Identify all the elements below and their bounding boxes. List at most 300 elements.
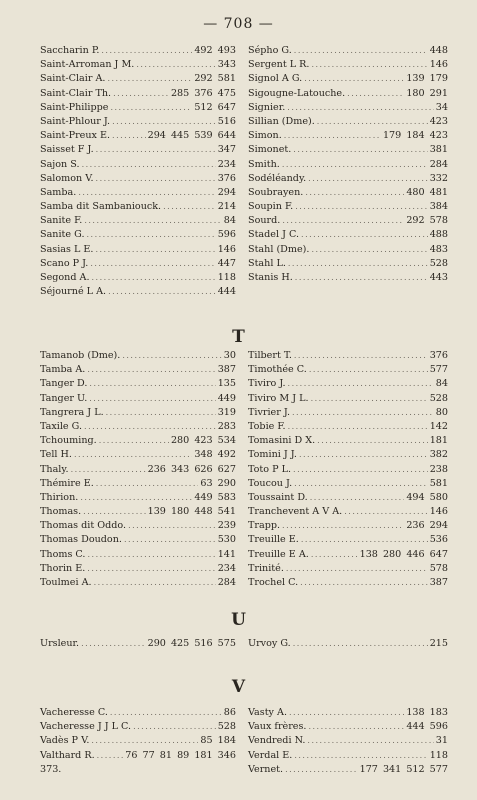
index-entry	[248, 548, 448, 562]
entry-pages: 516	[217, 115, 236, 127]
entry-name: Thorin E.	[40, 562, 86, 574]
entry-pages: 239	[217, 520, 236, 532]
leader-dots	[128, 519, 216, 533]
entry-name: Toucou J.	[248, 477, 293, 489]
entry-pages: 492 493	[194, 45, 236, 56]
leader-dots	[110, 706, 222, 720]
leader-dots	[295, 271, 428, 285]
entry-name: Taxile G.	[40, 420, 83, 432]
leader-dots	[71, 463, 146, 477]
entry-name: Tobie F.	[248, 420, 286, 432]
entry-pages: 294 445 539 644	[147, 130, 236, 142]
section-u-left-column	[40, 637, 236, 651]
index-entry	[248, 257, 448, 271]
leader-dots	[288, 377, 434, 391]
index-entry	[248, 101, 448, 115]
index-entry	[40, 576, 236, 590]
entry-name: Saint-Preux E.	[40, 130, 111, 142]
index-entry	[40, 72, 236, 86]
leader-dots	[96, 172, 216, 186]
entry-pages: 141	[217, 548, 236, 560]
leader-dots	[96, 143, 216, 157]
entry-name: Signol A G.	[248, 73, 303, 85]
leader-dots	[89, 377, 215, 391]
index-entry	[248, 58, 448, 72]
entry-name: Sanite G.	[40, 229, 85, 241]
entry-pages: 280 423 534	[170, 435, 236, 447]
index-entry	[40, 548, 236, 562]
index-entry	[248, 434, 448, 448]
entry-name: Ursleur.	[40, 638, 80, 649]
index-entry	[248, 44, 448, 58]
entry-name: Samba dit Sambaniouck.	[40, 201, 162, 213]
leader-dots	[305, 186, 404, 200]
index-entry	[40, 505, 236, 519]
index-entry	[40, 271, 236, 285]
leader-dots	[293, 143, 427, 157]
index-entry	[248, 271, 448, 285]
leader-dots	[344, 505, 427, 519]
leader-dots	[288, 420, 428, 434]
entry-pages: 480 481	[406, 186, 448, 198]
entry-pages: 84	[435, 378, 448, 390]
entry-pages: 234	[217, 158, 236, 170]
index-entry	[248, 158, 448, 172]
index-entry	[248, 363, 448, 377]
section-v-left-column	[40, 706, 236, 777]
entry-pages: 34	[435, 101, 448, 113]
leader-dots	[81, 637, 145, 651]
index-entry	[40, 720, 236, 734]
entry-pages: 85 184	[200, 735, 236, 747]
index-entry	[40, 115, 236, 129]
index-entry	[40, 477, 236, 491]
index-entry	[40, 749, 236, 763]
entry-name: Thirion.	[40, 491, 79, 503]
leader-dots	[294, 349, 428, 363]
entry-pages: 236 294	[406, 520, 448, 532]
index-entry	[40, 101, 236, 115]
entry-name: Saint-Phlour J.	[40, 115, 111, 127]
index-entry	[248, 420, 448, 434]
entry-pages: 284	[429, 158, 448, 170]
leader-dots	[294, 477, 428, 491]
leader-dots	[82, 158, 216, 172]
entry-pages: 381	[429, 144, 448, 156]
page-number: — 708 —	[203, 16, 274, 32]
index-entry	[40, 637, 236, 651]
entry-pages: 596	[217, 229, 236, 241]
entry-name: Sillian (Dme).	[248, 115, 315, 127]
entry-pages: 319	[217, 406, 236, 418]
entry-pages: 528	[429, 392, 448, 404]
leader-dots	[287, 101, 433, 115]
entry-name: Sasias L E.	[40, 243, 94, 255]
entry-name: Sodéléandy.	[248, 172, 307, 184]
index-entry	[248, 377, 448, 391]
leader-dots	[311, 392, 428, 406]
index-entry	[40, 44, 236, 58]
leader-dots	[87, 228, 216, 242]
leader-dots	[87, 363, 215, 377]
leader-dots	[293, 463, 428, 477]
entry-pages: 138 280 446 647	[359, 548, 448, 560]
entry-pages: 86	[223, 707, 236, 718]
index-entry	[248, 576, 448, 590]
entry-name: Stanis H.	[248, 272, 293, 283]
entry-name: Séjourné L A.	[40, 286, 107, 298]
entry-pages: 135	[217, 378, 236, 390]
entry-name: Toulmei A.	[40, 577, 92, 588]
entry-pages: 512 647	[194, 101, 236, 113]
leader-dots	[87, 562, 215, 576]
index-entry	[248, 519, 448, 533]
leader-dots	[288, 257, 428, 271]
leader-dots	[309, 363, 428, 377]
index-entry	[248, 448, 448, 462]
entry-name: Tranchevent A V A.	[248, 506, 343, 518]
entry-pages: 343	[217, 59, 236, 71]
entry-name: Thaly.	[40, 463, 69, 475]
entry-pages: 376	[429, 350, 448, 361]
entry-pages: 449	[217, 392, 236, 404]
index-entry	[248, 392, 448, 406]
leader-dots	[112, 129, 146, 143]
entry-name: Tanger U.	[40, 392, 88, 404]
entry-pages: 447	[217, 257, 236, 269]
entry-name: Sigougne-Latouche.	[248, 87, 346, 99]
entry-name: Tomasini D X.	[248, 435, 316, 447]
leader-dots	[78, 186, 215, 200]
index-entry	[248, 72, 448, 86]
entry-name: Sourd.	[248, 215, 281, 227]
index-entry	[248, 243, 448, 257]
entry-name: Saint-Arroman J M.	[40, 59, 135, 71]
leader-dots	[84, 214, 221, 228]
entry-name: Sépho G.	[248, 45, 292, 56]
leader-dots	[106, 406, 216, 420]
entry-pages: 528	[217, 721, 236, 733]
section-letter-t: T	[232, 327, 245, 347]
leader-dots	[300, 576, 428, 590]
section-s-right-column	[248, 44, 448, 285]
entry-name: Trapp.	[248, 520, 281, 532]
leader-dots	[107, 72, 192, 86]
leader-dots	[99, 434, 169, 448]
entry-name: Thomas dit Oddo.	[40, 520, 127, 532]
entry-name: Vacheresse C.	[40, 707, 108, 718]
index-entry	[40, 158, 236, 172]
entry-pages: 292 578	[406, 215, 448, 227]
entry-pages: 387	[217, 364, 236, 376]
leader-dots	[101, 44, 192, 58]
entry-name: Saint-Philippe	[40, 101, 109, 113]
index-entry	[40, 562, 236, 576]
entry-name: Saint-Clair Th.	[40, 87, 112, 99]
index-entry	[248, 87, 448, 101]
entry-pages: 236 343 626 627	[147, 463, 236, 475]
leader-dots	[317, 115, 428, 129]
entry-pages: 528	[429, 257, 448, 269]
entry-name: Saccharin P.	[40, 45, 100, 56]
index-entry	[40, 186, 236, 200]
entry-name: Treuille E.	[248, 534, 299, 546]
section-u-right-column	[248, 637, 448, 651]
index-entry	[248, 406, 448, 420]
entry-pages: 181	[429, 435, 448, 447]
leader-dots	[308, 720, 404, 734]
index-entry	[40, 406, 236, 420]
entry-pages: 80	[435, 406, 448, 418]
index-entry	[40, 349, 236, 363]
index-entry	[248, 186, 448, 200]
entry-pages: 449 583	[194, 491, 236, 503]
entry-name: Vasty A.	[248, 707, 287, 718]
leader-dots	[317, 434, 428, 448]
leader-dots	[92, 271, 216, 285]
index-entry	[248, 720, 448, 734]
leader-dots	[289, 706, 404, 720]
entry-pages: 76 77 81 89 181 346	[125, 749, 236, 761]
leader-dots	[282, 214, 404, 228]
index-entry	[40, 434, 236, 448]
leader-dots	[311, 58, 427, 72]
leader-dots	[95, 243, 215, 257]
index-entry	[248, 734, 448, 748]
entry-pages: 423	[429, 115, 448, 127]
entry-name: Toto P L.	[248, 463, 292, 475]
leader-dots	[292, 406, 434, 420]
entry-name: Trinité.	[248, 562, 284, 574]
entry-pages: 384	[429, 201, 448, 213]
entry-name: Vaux frères.	[248, 721, 307, 733]
entry-name: Thomas.	[40, 506, 82, 518]
section-t-right-column	[248, 349, 448, 590]
entry-pages: 294	[217, 186, 236, 198]
entry-name: Thoms C.	[40, 548, 86, 560]
entry-pages: 30	[223, 350, 236, 361]
entry-name: Smith.	[248, 158, 280, 170]
leader-dots	[90, 257, 215, 271]
entry-pages: 63 290	[200, 477, 236, 489]
index-entry	[248, 562, 448, 576]
index-entry	[40, 377, 236, 391]
index-entry	[40, 491, 236, 505]
leader-dots	[124, 533, 216, 547]
leader-dots	[74, 448, 192, 462]
entry-name: Salomon V.	[40, 172, 94, 184]
index-entry	[248, 214, 448, 228]
index-entry	[40, 706, 236, 720]
entry-name: Thémire E.	[40, 477, 94, 489]
entry-name: Vendredi N.	[248, 735, 306, 747]
leader-dots	[294, 44, 428, 58]
index-entry	[40, 519, 236, 533]
leader-dots	[284, 129, 381, 143]
entry-name: Urvoy G.	[248, 638, 291, 649]
entry-name: Tomini J J.	[248, 449, 297, 461]
entry-name: Tivrier J.	[248, 406, 291, 418]
leader-dots	[293, 637, 428, 651]
leader-dots	[84, 420, 216, 434]
leader-dots	[108, 285, 216, 299]
index-entry	[40, 243, 236, 257]
leader-dots	[311, 243, 427, 257]
entry-name: Timothée C.	[248, 364, 307, 376]
index-entry	[40, 463, 236, 477]
index-entry	[40, 200, 236, 214]
entry-name: Saint-Clair A.	[40, 73, 106, 85]
entry-pages: 179 184 423	[382, 130, 448, 142]
entry-name: Treuille E A.	[248, 548, 309, 560]
entry-pages: 483	[429, 243, 448, 255]
leader-dots	[97, 749, 124, 763]
entry-pages: 292 581	[194, 73, 236, 85]
index-entry	[40, 228, 236, 242]
entry-pages: 180 291	[406, 87, 448, 99]
entry-pages: 348 492	[194, 449, 236, 461]
index-entry	[248, 349, 448, 363]
leader-dots	[163, 200, 216, 214]
entry-pages: 142	[429, 420, 448, 432]
entry-pages: 290 425 516 575	[147, 638, 236, 649]
leader-dots	[113, 87, 169, 101]
index-entry	[248, 505, 448, 519]
leader-dots	[299, 448, 428, 462]
index-entry	[248, 463, 448, 477]
entry-name: Scano P J.	[40, 257, 89, 269]
entry-name: Soubrayen.	[248, 186, 304, 198]
entry-pages: 581	[429, 477, 448, 489]
index-entry	[248, 129, 448, 143]
entry-name: Valthard R.	[40, 749, 95, 761]
entry-name: Sergent L R.	[248, 59, 310, 71]
entry-name: Sanite F.	[40, 215, 83, 227]
entry-name: Tanger D.	[40, 378, 88, 390]
entry-name: Stahl (Dme).	[248, 243, 310, 255]
leader-dots	[310, 491, 405, 505]
entry-pages: 387	[429, 577, 448, 588]
entry-pages: 238	[429, 463, 448, 475]
entry-pages: 578	[429, 562, 448, 574]
leader-dots	[133, 720, 216, 734]
entry-name: Vacheresse J J L C.	[40, 721, 132, 733]
entry-name: Saisset F J.	[40, 144, 94, 156]
index-entry	[40, 87, 236, 101]
entry-name: Tiviro J.	[248, 378, 286, 390]
index-entry	[40, 533, 236, 547]
leader-dots	[87, 548, 215, 562]
leader-dots	[285, 763, 358, 777]
leader-dots	[347, 87, 404, 101]
index-entry	[40, 172, 236, 186]
section-letter-v: V	[231, 677, 246, 697]
index-entry	[248, 706, 448, 720]
entry-name: Vadès P V.	[40, 735, 90, 747]
leader-dots	[308, 172, 428, 186]
leader-dots	[110, 101, 192, 115]
entry-pages: 332	[429, 172, 448, 184]
section-t-left-column	[40, 349, 236, 590]
entry-name: Tilbert T.	[248, 350, 292, 361]
index-entry	[248, 491, 448, 505]
index-entry	[40, 420, 236, 434]
leader-dots	[122, 349, 221, 363]
leader-dots	[136, 58, 215, 72]
entry-pages: 139 179	[406, 73, 448, 85]
entry-pages: 494 580	[406, 491, 448, 503]
entry-name: Vernet.	[248, 763, 284, 775]
entry-pages: 214	[217, 201, 236, 213]
index-entry	[40, 214, 236, 228]
entry-name: Thomas Doudon.	[40, 534, 122, 546]
index-entry	[40, 58, 236, 72]
entry-name: Toussaint D.	[248, 491, 308, 503]
index-entry	[40, 734, 236, 748]
section-s-left-column	[40, 44, 236, 299]
index-entry	[248, 115, 448, 129]
leader-dots	[91, 734, 198, 748]
entry-pages: 118	[217, 272, 236, 283]
entry-pages: 536	[429, 534, 448, 546]
entry-name: Samba.	[40, 186, 77, 198]
leader-dots	[304, 72, 404, 86]
index-entry	[248, 637, 448, 651]
entry-name: Soupin F.	[248, 201, 294, 213]
entry-pages: 234	[217, 562, 236, 574]
entry-name: Segond A.	[40, 272, 90, 283]
entry-name: Tell H.	[40, 449, 72, 461]
entry-name: Tamba A.	[40, 364, 86, 376]
leader-dots	[311, 548, 358, 562]
leader-dots	[282, 519, 404, 533]
index-entry	[40, 448, 236, 462]
index-entry	[248, 200, 448, 214]
entry-pages: 285 376 475	[170, 87, 236, 99]
leader-dots	[295, 200, 428, 214]
entry-pages: 577	[429, 364, 448, 376]
index-entry	[248, 172, 448, 186]
entry-name: Tangrera J L.	[40, 406, 104, 418]
entry-name: Tamanob (Dme).	[40, 350, 121, 361]
leader-dots	[286, 562, 428, 576]
entry-pages: 138 183	[406, 707, 448, 718]
entry-pages: 118	[429, 749, 448, 761]
leader-dots	[294, 749, 427, 763]
entry-name: Tiviro M J L.	[248, 392, 309, 404]
entry-pages: 146	[217, 243, 236, 255]
leader-dots	[301, 533, 428, 547]
entry-pages: 84	[223, 215, 236, 227]
entry-pages: 146	[429, 506, 448, 518]
leader-dots	[282, 158, 428, 172]
entry-name: Simonet.	[248, 144, 292, 156]
index-entry	[40, 363, 236, 377]
entry-pages: 177 341 512 577	[359, 763, 448, 775]
section-v-right-column	[248, 706, 448, 777]
entry-pages: 284	[217, 577, 236, 588]
index-entry	[248, 533, 448, 547]
entry-pages: 530	[217, 534, 236, 546]
entry-pages: 347	[217, 144, 236, 156]
entry-name: Tchouming.	[40, 435, 97, 447]
entry-name: Verdal E.	[248, 749, 293, 761]
index-entry	[248, 143, 448, 157]
leader-dots	[94, 576, 216, 590]
entry-name: Stadel J C.	[248, 229, 300, 241]
entry-pages: 31	[435, 735, 448, 747]
entry-name: Sajon S.	[40, 158, 80, 170]
